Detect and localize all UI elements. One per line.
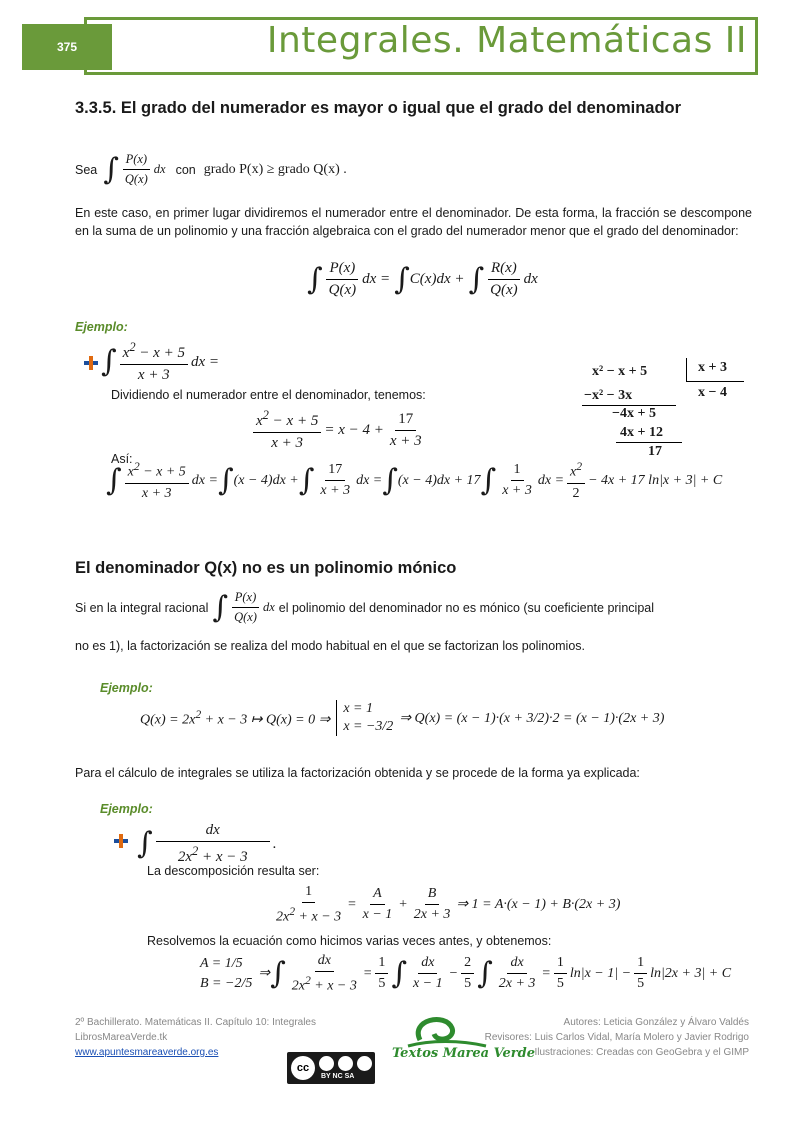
resolvemos-text: Resolvemos la ecuación como hicimos varias veces antes, y obtenemos: [147,934,552,948]
division-row3: −4x + 5 [612,406,656,421]
sa-icon [357,1056,372,1071]
example1-integral: ∫ $\frac{x^2 - x + 5}{x + 3}$ dx = [101,340,219,383]
logo-text: Textos Marea Verde [392,1046,535,1061]
paragraph-division: En este caso, en primer lugar dividiremos el numerador entre el denominador. De esta forma, la fracción se descompone en la suma de un polinomio y una fracción algebraica con el grado del numerador menor que el grado del denominador: [75,206,752,238]
descomposicion-text: La descomposición resulta ser: [147,864,320,878]
cc-label: BY NC SA [321,1073,355,1080]
grado-condition: grado P(x) ≥ grado Q(x) . [203,161,347,177]
by-icon [319,1056,334,1071]
example2-factorization: $Q(x) = 2x^2 + x - 3$ ↦ Q(x) = 0 ⇒ x = 1 x = −3/2 ⇒ Q(x) = (x − 1)·(x + 3/2)·2 = (x − 1)·(2x + 3) [140,701,665,734]
ejemplo-label-1: Ejemplo: [75,320,128,334]
division-remainder: 17 [648,444,662,459]
example-plus-icon [84,356,98,370]
footer-left [75,1015,316,1060]
section-heading-grado: 3.3.5. El grado del numerador es mayor o igual que el grado del denominador [75,99,682,117]
sea-label: Sea [75,162,98,177]
division-row2: −x² − 3x [584,388,633,403]
cc-icon: cc [291,1056,315,1080]
cc-license-badge[interactable] [287,1052,375,1084]
division-divisor: x + 3 [698,360,727,375]
final-result: A = 1/5 B = −2/5 ⇒ ∫ $\frac{dx}{2x^2 + x - 3}$ = $\frac{1}{5}$ ∫ $\frac{dx}{x - 1}$ − $\frac{2}{5}$ ∫ $\frac{dx}{2x + 3}$ = $\frac{1}{5}$ ln|x − 1| − $\frac{1}{5}$ ln|2x + 3| + C [200,953,732,994]
ejemplo-label-2: Ejemplo: [100,681,153,695]
footer-book: 2º Bachillerato. Matemáticas II. Capítulo 10: Integrales [75,1017,316,1028]
page-number-badge: 375 [22,24,112,70]
footer-link[interactable]: www.apuntesmareaverde.org.es [75,1047,219,1058]
division-row4: 4x + 12 [620,425,663,440]
page-title: Integrales. Matemáticas II [266,20,747,61]
division-quotient: x − 4 [698,385,727,400]
polynomial-division [578,358,748,464]
section-heading-monico: El denominador Q(x) no es un polinomio mónico [75,559,457,577]
division-dividend: x² − x + 5 [592,364,648,379]
nc-icon [338,1056,353,1071]
con-label: con [175,162,196,177]
paragraph-factorizacion: no es 1), la factorización se realiza del modo habitual en el que se factorizan los polinomios. [75,639,586,653]
dividiendo-text: Dividiendo el numerador entre el denominador, tenemos: [111,388,426,402]
footer-authors: Autores: Leticia González y Álvaro Valdés [563,1017,749,1028]
footer-right [485,1015,749,1060]
footer-reviewers: Revisores: Luis Carlos Vidal, María Molero y Javier Rodrigo [484,1032,749,1043]
decomposition-formula: $\frac{1}{2x^2 + x - 3}$ = $\frac{A}{x - 1}$ + $\frac{B}{2x + 3}$ ⇒ 1 = A·(x − 1) + B·(2x + 3) [276,884,621,925]
asi-label: Así: [111,452,133,466]
footer-illustrations: Ilustraciones: Creadas con GeoGebra y el GIMP [534,1047,749,1058]
ejemplo-label-3: Ejemplo: [100,802,153,816]
example1-solution: ∫ $\frac{x^2 - x + 5}{x + 3}$ dx = ∫ (x − 4)dx + ∫ $\frac{17}{x + 3}$ dx = ∫ (x − 4)dx + 17 ∫ $\frac{1}{x + 3}$ dx = $\frac{x^2}{2}$ − 4x + 17 ln|x + 3| + C [106,460,723,501]
paragraph-calculo: Para el cálculo de integrales se utiliza la factorización obtenida y se procede de la forma ya explicada: [75,766,640,780]
division-result: $\frac{x^2 - x + 5}{x + 3}$ = x − 4 + $\frac{17}{x + 3}$ [250,408,428,452]
example-plus-icon-2 [114,834,128,848]
p1-start: Si en la integral racional [75,600,209,615]
example3-integral: ∫ $\frac{dx}{2x^2 + x - 3}$ . [137,822,277,865]
p1-end: el polinomio del denominador no es mónico (su coeficiente principal [278,600,654,615]
integral-racional-line: Si en la integral racional ∫ $\frac{P(x)}{Q(x)}$ dx el polinomio del denominador no es mónico (su coeficiente principal [75,589,654,625]
sea-line: Sea ∫ $\frac{P(x)}{Q(x)}$ dx con grado P(x) ≥ grado Q(x) . [75,151,347,187]
footer-site: LibrosMareaVerde.tk [75,1032,168,1043]
formula-decomposition: ∫ $\frac{P(x)}{Q(x)}$ dx = ∫ C(x)dx + ∫ $\frac{R(x)}{Q(x)}$ dx [307,260,538,298]
